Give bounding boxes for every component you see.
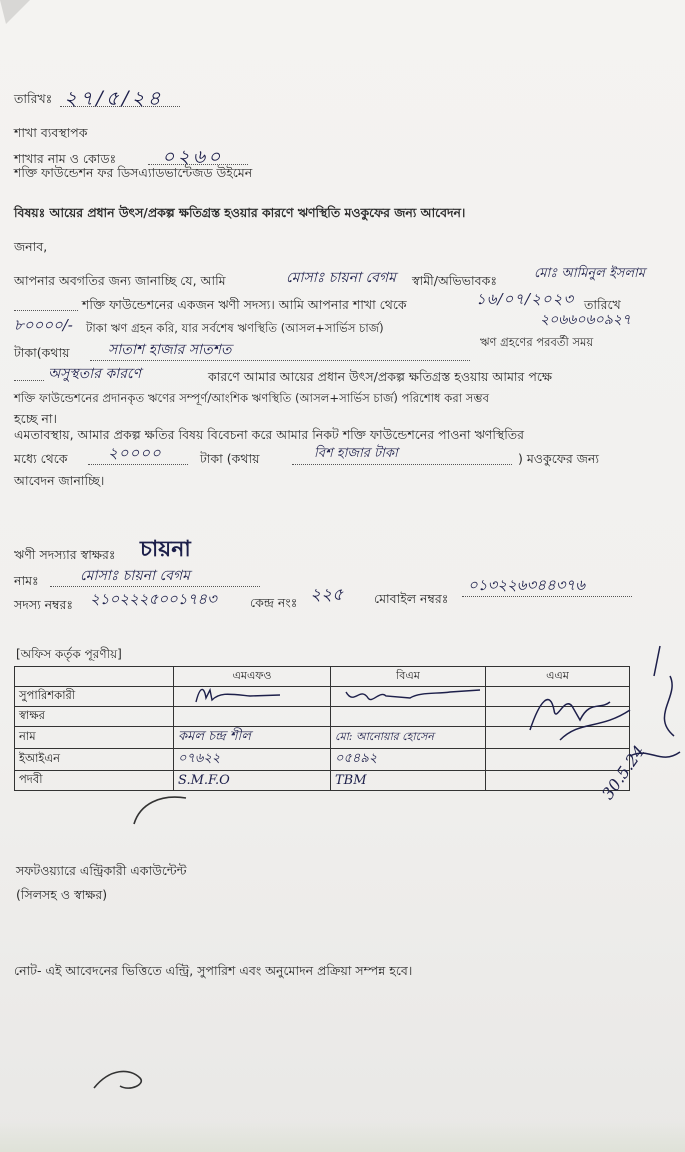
center-label: কেন্দ্র নংঃ [250, 595, 298, 610]
table-row [15, 749, 630, 771]
member-signature: চায়না [140, 536, 191, 562]
mfo-signature-scribble [190, 684, 330, 708]
page-corner-mark [0, 0, 40, 30]
row-label: নাম [15, 727, 174, 749]
manager-label: শাখা ব্যবস্থাপক [14, 125, 88, 140]
row-label: ইআইএন [15, 749, 174, 771]
p1-line4-dots [90, 360, 470, 361]
mobile-label: মোবাইল নম্বরঃ [374, 591, 449, 606]
name-value: মোসাঃ চায়না বেগম [80, 568, 190, 584]
branch-code: ০২৬০ [162, 146, 224, 168]
p1-line6: শক্তি ফাউন্ডেশনের প্রদানকৃত ঋণের সম্পূর্ণ/আংশিক ঋণস্থিতি (আসল+সার্ভিস চার্জ) পরিশোধ করা সম্ভব [14, 391, 490, 405]
p2-line3: আবেদন জানাচ্ছি। [14, 473, 105, 488]
p1-line4: টাকা(কথায় [14, 345, 70, 360]
loan-amount-hw: ৮০০০০/- [14, 316, 73, 334]
guardian-hw: মোঃ আমিনুল ইসলাম [534, 266, 646, 281]
p1-line3a: টাকা ঋণ গ্রহন করি, যার সর্বশেষ ঋণস্থিতি (আসল+সার্ভিস চার্জ) [86, 321, 384, 335]
salutation: জনাব, [14, 239, 48, 254]
p1-line2: শক্তি ফাউন্ডেশনের একজন ঋণী সদস্য। আমি আপনার শাখা থেকে [82, 297, 407, 312]
bottom-shadow [0, 1120, 685, 1152]
margin-handwriting [590, 636, 685, 836]
org-line: শক্তি ফাউন্ডেশন ফর ডিসএ্যাডভান্টেজড উইমেন [14, 165, 253, 180]
p1-line1b: স্বামী/অভিভাবকঃ [412, 273, 497, 288]
reason-hw: অসুস্থতার কারণে [48, 366, 142, 382]
p1-line3b: ঋণ গ্রহণের পরবর্তী সময় [480, 335, 594, 349]
center-value: ২২৫ [310, 585, 344, 605]
p1-line5-dots [14, 380, 44, 381]
sig-label: ঋণী সদস্যার স্বাক্ষরঃ [14, 547, 116, 562]
stray-pen-mark [130, 790, 190, 830]
accountant-line2: (সিলসহ ও স্বাক্ষর) [16, 887, 108, 902]
cell-bm-title: TBM [331, 771, 486, 791]
row-label: সুপারিশকারী [15, 687, 174, 707]
cell-mfo-signature [174, 707, 331, 727]
subject: বিষয়ঃ আয়ের প্রধান উৎস/প্রকল্প ক্ষতিগ্রস্ত হওয়ার কারণে ঋণস্থিতি মওকুফের জন্য আবেদন। [14, 205, 466, 220]
p2-line2c: ) মওকুফের জন্য [518, 451, 600, 466]
cell-mfo-ein: ০৭৬২২ [174, 749, 331, 771]
cell-mfo-title: S.M.F.O [174, 771, 331, 791]
mobile-value: ০১৩২২৬৩৪৪৩৭৬ [468, 576, 585, 594]
date-value: ২৭/৫/২৪ [64, 86, 164, 110]
office-heading: [অফিস কর্তৃক পূরণীয়] [16, 647, 122, 661]
balance-hw: ২০৬৬০৬০৯২৭ [540, 312, 632, 328]
p2-line2a: মধ্যে থেকে [14, 451, 68, 466]
table-row [15, 771, 630, 791]
p2-words-dots [292, 464, 512, 465]
cell-bm-ein: ০৫৪৯২ [331, 749, 486, 771]
name-label: নামঃ [14, 573, 39, 588]
waive-words-hw: বিশ হাজার টাকা [314, 446, 398, 461]
accountant-line1: সফটওয়্যারে এন্ট্রিকারী একাউন্টেন্ট [16, 863, 187, 878]
margin-date-note: 30.5.24 [598, 741, 649, 803]
cell-bm-name: মো: আনোয়ার হোসেন [331, 727, 486, 749]
col-blank [15, 667, 174, 687]
p1-line5a: কারণে আমার আয়ের প্রধান উৎস/প্রকল্প ক্ষতিগ্রস্ত হওয়ায় আমার পক্ষে [208, 369, 552, 384]
row-label: পদবী [15, 771, 174, 791]
col-mfo: এমএফও [174, 667, 331, 687]
p1-line2b: তারিখে [584, 297, 621, 312]
row-label: স্বাক্ষর [15, 707, 174, 727]
bottom-pen-mark [90, 1058, 170, 1098]
member-name-hw: মোসাঃ চায়না বেগম [286, 270, 396, 286]
date-dots [60, 106, 180, 107]
member-no-value: ২১০২২২৫০০১৭৪৩ [90, 590, 217, 608]
cell-bm-signature [331, 707, 486, 727]
mobile-dots [462, 596, 632, 597]
p2-line2b: টাকা (কথায় [200, 451, 260, 466]
date-label: তারিখঃ [14, 91, 53, 106]
amount-words-hw: সাতাশ হাজার সাতশত [108, 342, 232, 358]
p1-line1: আপনার অবগতির জন্য জানাচ্ছি যে, আমি [14, 273, 226, 288]
loan-date-hw: ১৬/০৭/২০২৩ [476, 290, 575, 308]
footer-note: নোট- এই আবেদনের ভিত্তিতে এন্ট্রি, সুপারিশ এবং অনুমোদন প্রক্রিয়া সম্পন্ন হবে। [14, 963, 413, 978]
p1-line2-dots [14, 310, 78, 311]
bm-signature-scribble [340, 682, 490, 708]
member-no-label: সদস্য নম্বরঃ [14, 597, 74, 612]
branch-label: শাখার নাম ও কোডঃ [14, 151, 117, 166]
p2-line1: এমতাবস্থায়, আমার প্রকল্প ক্ষতির বিষয় বিবেচনা করে আমার নিকট শক্তি ফাউন্ডেশনের পাওনা ঋণস্থিতির [14, 427, 525, 442]
col-bm: বিএম [331, 667, 486, 687]
cell-mfo-name: কমল চন্দ্র শীল [174, 727, 331, 749]
col-am: এএম [486, 667, 630, 687]
waive-amount-hw: ২০০০০ [108, 444, 162, 462]
p1-line7: হচ্ছে না। [14, 411, 57, 426]
